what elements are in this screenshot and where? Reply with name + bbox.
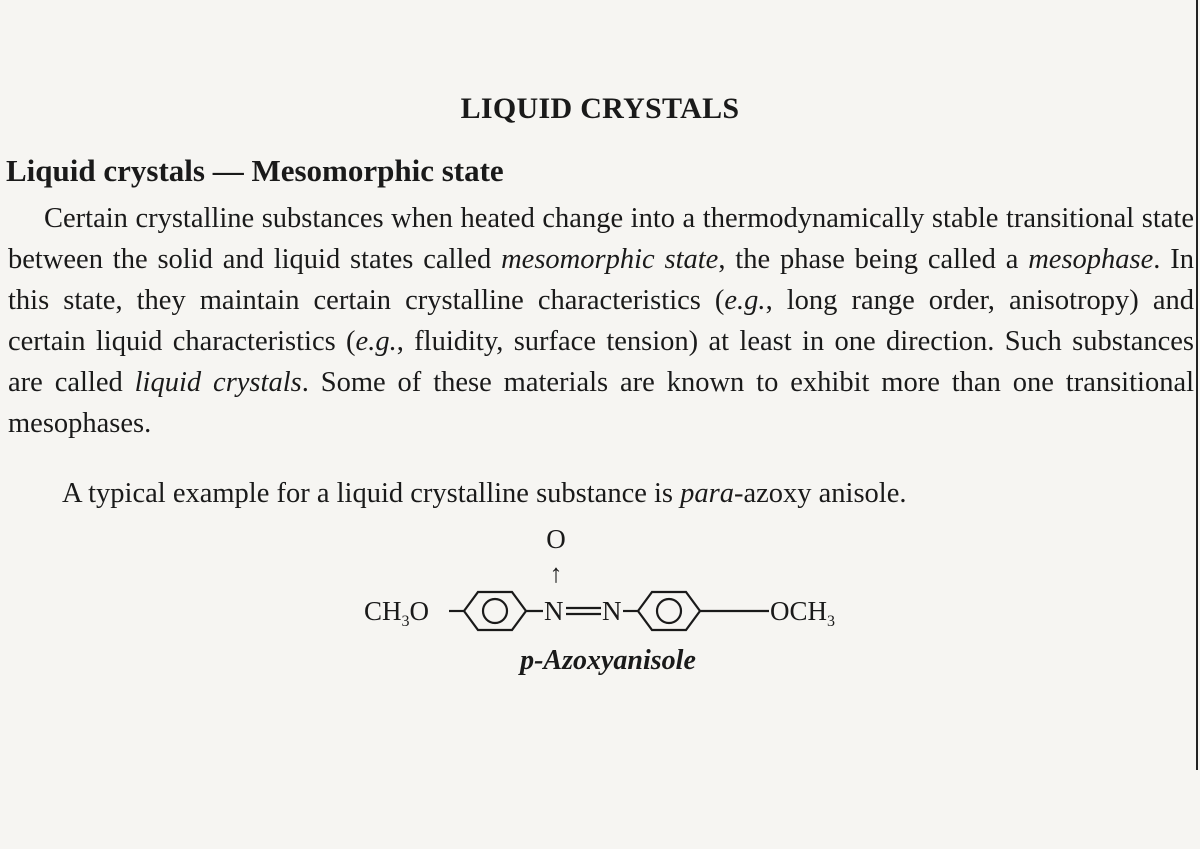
paragraph-text-2: , the phase being called a xyxy=(718,244,1029,275)
formula-caption: p-Azoxyanisole xyxy=(520,645,696,676)
formula-n1: N xyxy=(544,596,564,626)
benzene-ring-left xyxy=(464,592,526,630)
paragraph-emphasis-1: mesomorphic state xyxy=(501,244,719,275)
section-heading: Liquid crystals — Mesomorphic state xyxy=(6,153,504,188)
example-text-1: A typical example for a liquid crystalline substance is xyxy=(62,478,681,509)
benzene-circle-left xyxy=(483,599,507,623)
paragraph-emphasis-3: e.g. xyxy=(724,285,766,316)
formula-arrow: ↑ xyxy=(549,559,563,588)
paragraph-emphasis-5: liquid crystals xyxy=(134,367,302,398)
example-text-2: -azoxy anisole. xyxy=(733,478,907,509)
formula-oxygen: O xyxy=(546,524,566,554)
paragraph-emphasis-2: mesophase xyxy=(1028,244,1154,275)
paragraph-text-4: , long range order, anisotropy) and certain liquid characteristics ( xyxy=(8,285,1194,357)
benzene-circle-right xyxy=(657,599,681,623)
example-sentence xyxy=(62,478,907,510)
formula-n2: N xyxy=(602,596,622,626)
body-paragraph xyxy=(8,198,1194,444)
formula-left-group: $CH_3O$ xyxy=(364,596,430,630)
paragraph-emphasis-4: e.g. xyxy=(355,326,397,357)
formula-right-group: $OCH_3$ xyxy=(770,596,836,630)
paragraph-text-1: Certain crystalline substances when heated change into a thermodynamically stable transitional state between the solid and liquid states called xyxy=(8,203,1194,275)
page-title: LIQUID CRYSTALS xyxy=(460,92,740,125)
example-emphasis: para xyxy=(680,478,734,509)
paragraph-text-5: , fluidity, surface tension) at least in one direction. Such substances are called xyxy=(8,326,1194,398)
paragraph-text-6: . Some of these materials are known to exhibit more than one transitional mesophases. xyxy=(8,367,1195,439)
benzene-ring-right xyxy=(638,592,700,630)
paragraph-text-3: . In this state, they maintain certain crystalline characteristics ( xyxy=(8,244,1195,316)
